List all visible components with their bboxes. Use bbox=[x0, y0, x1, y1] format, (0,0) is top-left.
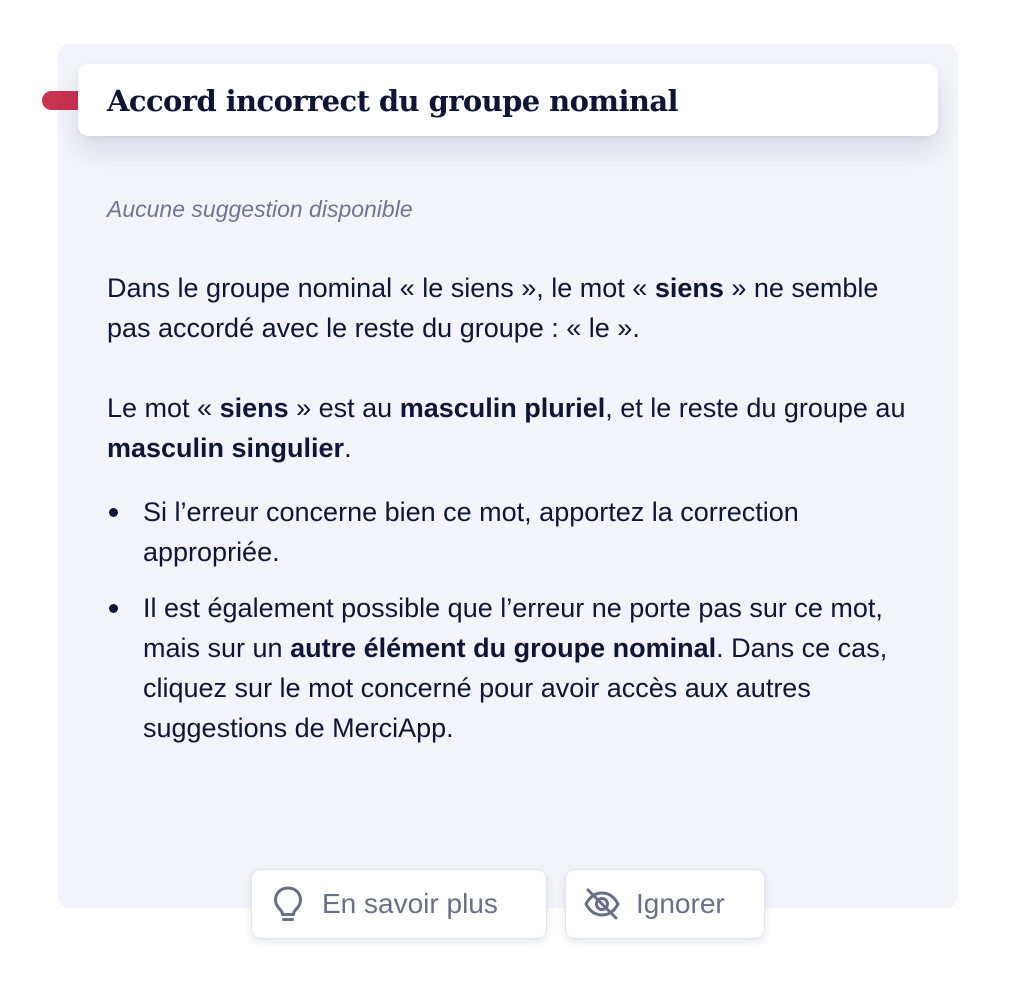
ignore-button[interactable] bbox=[565, 869, 765, 939]
text-segment: . bbox=[344, 433, 352, 463]
text-segment: , et le reste du groupe au bbox=[605, 393, 906, 423]
explanation-paragraph-1 bbox=[107, 268, 917, 348]
advice-list-item bbox=[107, 588, 917, 748]
bold-phrase: autre élément du groupe nominal bbox=[290, 633, 717, 663]
bullet-icon bbox=[109, 604, 118, 613]
lightbulb-icon bbox=[268, 884, 308, 924]
text-segment: Si l’erreur concerne bien ce mot, apportez la correction appropriée. bbox=[143, 497, 799, 567]
text-segment: . Dans ce cas, cliquez sur le mot concerné pour avoir accès aux autres suggestions de MerciApp. bbox=[143, 633, 888, 743]
explanation-paragraph-2 bbox=[107, 388, 917, 468]
text-segment: Il est également possible que l’erreur ne porte pas sur ce mot, mais sur un bbox=[143, 593, 883, 663]
advice-list-item bbox=[107, 492, 917, 572]
eye-slash-icon bbox=[582, 884, 622, 924]
error-title: Accord incorrect du groupe nominal bbox=[107, 84, 678, 118]
advice-list bbox=[107, 492, 917, 764]
bold-word: masculin singulier bbox=[107, 433, 345, 463]
error-card bbox=[58, 44, 958, 908]
learn-more-label: En savoir plus bbox=[322, 888, 498, 919]
bullet-icon bbox=[109, 508, 118, 517]
bold-word: siens bbox=[654, 273, 724, 303]
bold-word: masculin pluriel bbox=[399, 393, 606, 423]
text-segment: » ne semble pas accordé avec le reste du groupe : « le ». bbox=[107, 273, 879, 343]
text-segment: Le mot « bbox=[107, 393, 220, 423]
text-segment: Dans le groupe nominal « le siens », le mot « bbox=[107, 273, 655, 303]
ignore-label: Ignorer bbox=[636, 888, 725, 919]
bold-word: siens bbox=[219, 393, 289, 423]
no-suggestion-text: Aucune suggestion disponible bbox=[107, 196, 413, 222]
text-segment: » est au bbox=[288, 393, 400, 423]
learn-more-button[interactable] bbox=[251, 869, 547, 939]
